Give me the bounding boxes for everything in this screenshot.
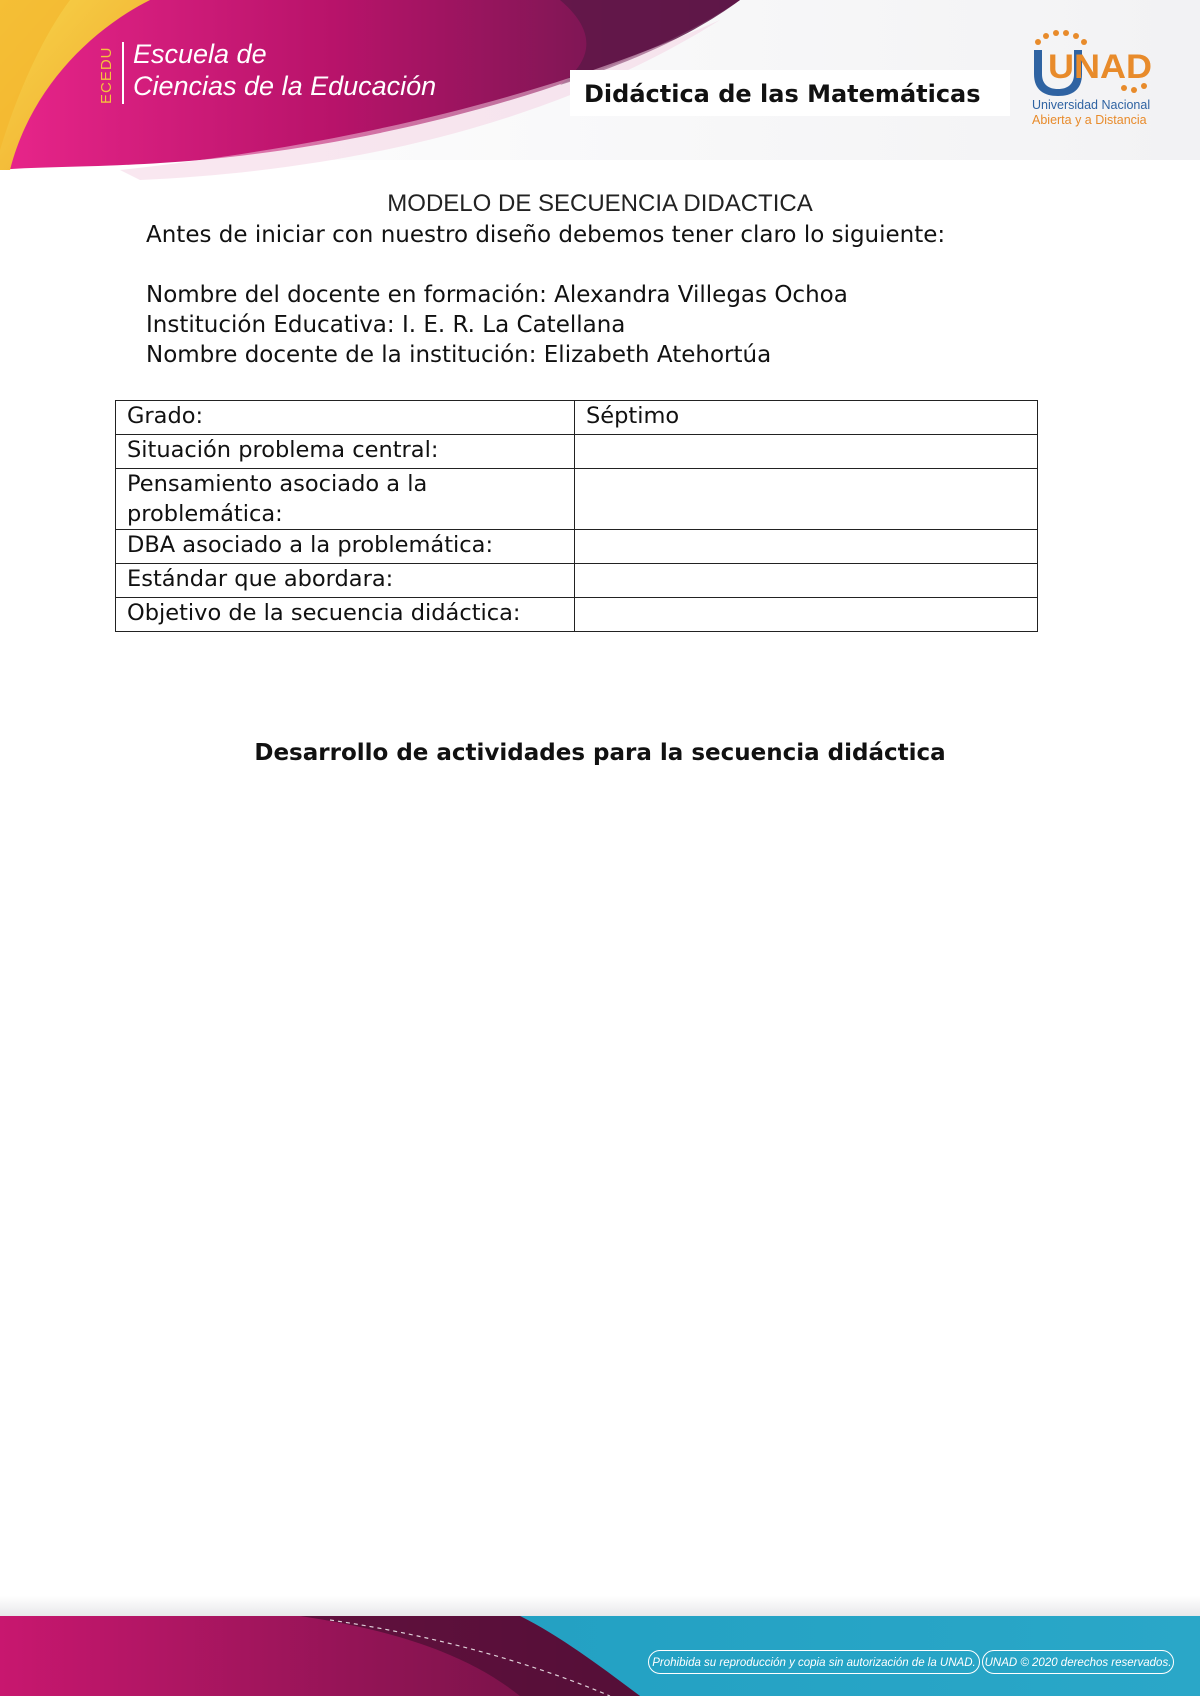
table-value-cell — [575, 598, 1038, 632]
page-header — [0, 0, 1200, 200]
table-value-cell: Séptimo — [575, 401, 1038, 435]
table-row — [116, 598, 1038, 632]
table-row — [116, 401, 1038, 435]
document-title: MODELO DE SECUENCIA DIDACTICA — [387, 190, 813, 217]
unad-logo — [1028, 28, 1158, 128]
table-row — [116, 530, 1038, 564]
footer-banner-graphic — [0, 1596, 1200, 1696]
info-institution-teacher: Nombre docente de la institución: Elizabeth Atehortúa — [146, 342, 772, 368]
course-title: Didáctica de las Matemáticas — [584, 80, 981, 108]
school-name-line1: Escuela de — [133, 39, 267, 69]
unad-logo-icon — [1028, 28, 1158, 100]
ecedu-label: ECEDU — [98, 46, 115, 104]
copyright-notice-2: UNAD © 2020 derechos reservados. — [982, 1650, 1174, 1674]
table-label-cell: Grado: — [116, 401, 575, 435]
school-name — [133, 38, 436, 102]
table-row — [116, 469, 1038, 530]
table-row — [116, 435, 1038, 469]
school-name-line2: Ciencias de la Educación — [133, 71, 437, 101]
intro-text: Antes de iniciar con nuestro diseño debemos tener claro lo siguiente: — [146, 222, 946, 248]
table-value-cell — [575, 469, 1038, 530]
school-divider — [122, 42, 124, 104]
section-heading: Desarrollo de actividades para la secuencia didáctica — [254, 740, 946, 766]
logo-line1: Universidad Nacional — [1032, 98, 1151, 112]
logo-line2: Abierta y a Distancia — [1032, 113, 1147, 127]
info-block — [146, 280, 848, 370]
unad-logo-wordmark: UNAD — [1048, 48, 1152, 86]
table-label-cell: Objetivo de la secuencia didáctica: — [116, 598, 575, 632]
table-label-cell: DBA asociado a la problemática: — [116, 530, 575, 564]
info-institution: Institución Educativa: I. E. R. La Catellana — [146, 312, 626, 338]
table-value-cell — [575, 530, 1038, 564]
sequence-table — [115, 400, 1038, 632]
info-teacher-in-training: Nombre del docente en formación: Alexandra Villegas Ochoa — [146, 282, 848, 308]
copyright-notice-1: Prohibida su reproducción y copia sin autorización de la UNAD. — [648, 1650, 980, 1674]
table-value-cell — [575, 564, 1038, 598]
table-row — [116, 564, 1038, 598]
table-value-cell — [575, 435, 1038, 469]
table-label-cell: Situación problema central: — [116, 435, 575, 469]
table-label-cell: Estándar que abordara: — [116, 564, 575, 598]
table-label-cell: Pensamiento asociado a la problemática: — [116, 469, 575, 530]
page-footer — [0, 1596, 1200, 1696]
